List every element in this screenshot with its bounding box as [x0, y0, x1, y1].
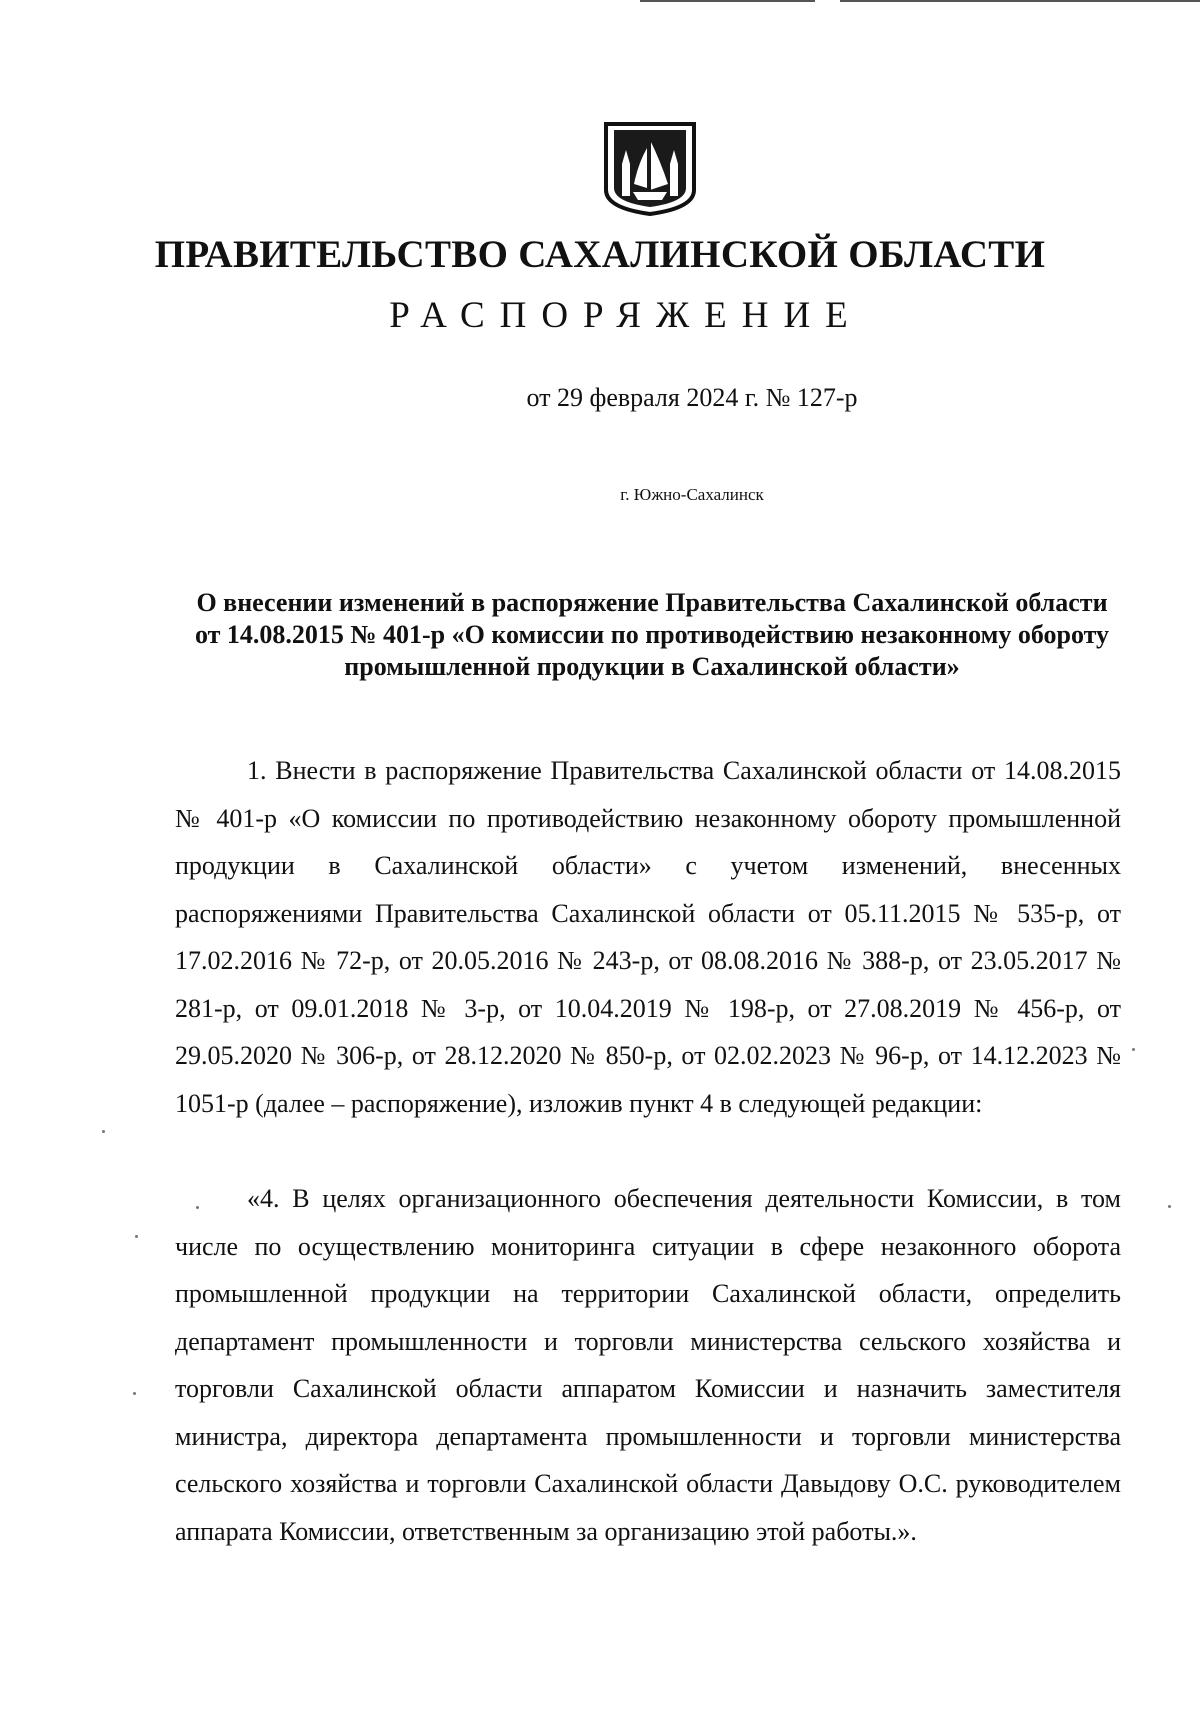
- document-date-number: от 29 февраля 2024 г. № 127-р: [526, 383, 858, 412]
- document-type: РАСПОРЯЖЕНИЕ: [389, 295, 863, 336]
- scan-edge-line: [640, 0, 815, 2]
- sakhalin-coat-of-arms-icon: [598, 120, 702, 216]
- document-city: г. Южно-Сахалинск: [620, 485, 764, 504]
- scan-speck: [133, 1392, 136, 1395]
- scan-speck: [1168, 1205, 1171, 1208]
- body-paragraph: «4. В целях организационного обеспечения деятельности Комиссии, в том числе по осуществлению мониторинга ситуации в сфере незаконного оборота промышленной продукции на территории Сахалинской области, определить департамент промышленности и торговли министерства сельского хозяйства и торговли Сахалинской области аппаратом Комиссии и назначить заместителя министра, директора департамента промышленности и торговли министерства сельского хозяйства и торговли Сахалинской области Давыдову О.С. руководителем аппарата Комиссии, ответственным за организацию этой работы.».: [175, 1184, 1121, 1546]
- scan-speck: [135, 1235, 138, 1238]
- body-paragraph: 1. Внести в распоряжение Правительства Сахалинской области от 14.08.2015 № 401-р «О комиссии по противодействию незаконному обороту промышленной продукции в Сахалинской области» с учетом изменений, внесенных распоряжениями Правительства Сахалинской области от 05.11.2015 № 535-р, от 17.02.2016 № 72-р, от 20.05.2016 № 243-р, от 08.08.2016 № 388-р, от 23.05.2017 № 281-р, от 09.01.2018 № 3-р, от 10.04.2019 № 198-р, от 27.08.2019 № 456-р, от 29.05.2020 № 306-р, от 28.12.2020 № 850-р, от 02.02.2023 № 96-р, от 14.12.2023 № 1051-р (далее – распоряжение), изложив пункт 4 в следующей редакции:: [175, 756, 1121, 1118]
- scan-speck: [102, 1130, 105, 1133]
- organization-name: ПРАВИТЕЛЬСТВО САХАЛИНСКОЙ ОБЛАСТИ: [154, 233, 1046, 276]
- scan-edge-line: [840, 0, 1200, 2]
- document-title: О внесении изменений в распоряжение Правительства Сахалинской области от 14.08.2015 № 401-р «О комиссии по противодействию незаконному обороту промышленной продукции в Сахалинской области»: [194, 588, 1110, 681]
- scan-speck: [1132, 1048, 1135, 1051]
